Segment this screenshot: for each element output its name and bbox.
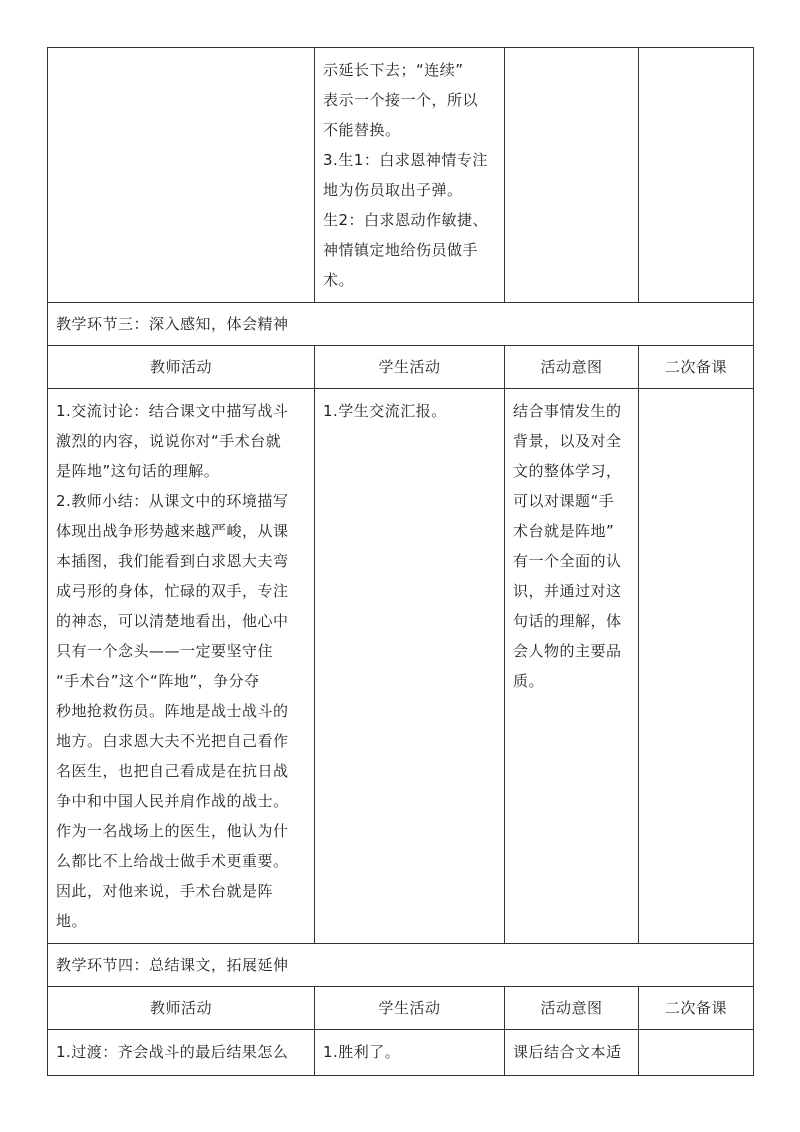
section-title: 教学环节四：总结课文，拓展延伸 [48, 944, 754, 987]
header-intent: 活动意图 [505, 987, 639, 1030]
header-student: 学生活动 [315, 346, 505, 389]
cell-text-line: 争中和中国人民并肩作战的战士。 [56, 792, 289, 810]
header-student: 学生活动 [315, 987, 505, 1030]
cell-text-line: 示延长下去；“连续” [323, 61, 464, 79]
cell-text-line: 秒地抢救伤员。阵地是战士战斗的 [56, 702, 289, 720]
cell-text-line: “手术台”这个“阵地”，争分夺 [56, 672, 260, 690]
cell-text-line: 有一个全面的认 [513, 552, 622, 570]
cell-text-line: 1.交流讨论：结合课文中描写战斗 [56, 402, 289, 420]
cell-text-line: 成弓形的身体，忙碌的双手，专注 [56, 582, 289, 600]
cell-text-line: 句话的理解，体 [513, 612, 622, 630]
cell-text-line: 本插图，我们能看到白求恩大夫弯 [56, 552, 289, 570]
activity-intent-cell [505, 1030, 639, 1076]
activity-intent-cell [505, 48, 639, 303]
cell-text-line: 结合事情发生的 [513, 402, 622, 420]
cell-text-line: 质。 [513, 672, 545, 690]
cell-text-line: 课后结合文本适 [513, 1043, 622, 1061]
teacher-activity-cell [48, 1030, 315, 1076]
cell-text-line: 1.学生交流汇报。 [323, 402, 447, 420]
header-row [48, 987, 754, 1030]
cell-text-line: 表示一个接一个，所以 [323, 91, 479, 109]
cell-text-line: 3.生1：白求恩神情专注 [323, 151, 488, 169]
cell-text-line: 地方。白求恩大夫不光把自己看作 [56, 732, 289, 750]
cell-text-line: 会人物的主要品 [513, 642, 622, 660]
cell-text-line: 不能替换。 [323, 121, 401, 139]
student-activity-cell [315, 389, 505, 944]
cell-text-line: 是阵地”这句话的理解。 [56, 462, 220, 480]
teacher-activity-cell [48, 48, 315, 303]
teacher-activity-cell [48, 389, 315, 944]
cell-text-line: 体现出战争形势越来越严峻，从课 [56, 522, 289, 540]
cell-text-line: 1.过渡：齐会战斗的最后结果怎么 [56, 1043, 289, 1061]
cell-text-line: 只有一个念头——一定要坚守住 [56, 642, 274, 660]
lesson-plan-table [47, 47, 754, 1076]
cell-text-line: 作为一名战场上的医生，他认为什 [56, 822, 289, 840]
cell-text-line: 名医生，也把自己看成是在抗日战 [56, 762, 289, 780]
second-prep-cell [639, 389, 754, 944]
section-row [48, 303, 754, 346]
section-row [48, 944, 754, 987]
header-second-prep: 二次备课 [639, 346, 754, 389]
header-intent: 活动意图 [505, 346, 639, 389]
cell-text-line: 的神态，可以清楚地看出，他心中 [56, 612, 289, 630]
cell-text-line: 术台就是阵地” [513, 522, 615, 540]
cell-text-line: 生2：白求恩动作敏捷、 [323, 211, 489, 229]
table-row [48, 1030, 754, 1076]
cell-text-line: 背景，以及对全 [513, 432, 622, 450]
cell-text-line: 1.胜利了。 [323, 1043, 401, 1061]
activity-intent-cell [505, 389, 639, 944]
header-teacher: 教师活动 [48, 346, 315, 389]
student-activity-cell [315, 1030, 505, 1076]
cell-text-line: 文的整体学习， [513, 462, 622, 480]
cell-text-line: 激烈的内容，说说你对“手术台就 [56, 432, 282, 450]
cell-text-line: 识，并通过对这 [513, 582, 622, 600]
section-title: 教学环节三：深入感知，体会精神 [48, 303, 754, 346]
header-row [48, 346, 754, 389]
cell-text-line: 因此，对他来说，手术台就是阵 [56, 882, 274, 900]
table-row [48, 48, 754, 303]
header-second-prep: 二次备课 [639, 987, 754, 1030]
cell-text-line: 神情镇定地给伤员做手 [323, 241, 479, 259]
student-activity-cell [315, 48, 505, 303]
cell-text-line: 2.教师小结：从课文中的环境描写 [56, 492, 289, 510]
header-teacher: 教师活动 [48, 987, 315, 1030]
cell-text-line: 可以对课题“手 [513, 492, 615, 510]
cell-text-line: 术。 [323, 271, 355, 289]
table-row [48, 389, 754, 944]
cell-text-line: 地。 [56, 912, 88, 930]
second-prep-cell [639, 48, 754, 303]
second-prep-cell [639, 1030, 754, 1076]
cell-text-line: 么都比不上给战士做手术更重要。 [56, 852, 289, 870]
cell-text-line: 地为伤员取出子弹。 [323, 181, 463, 199]
